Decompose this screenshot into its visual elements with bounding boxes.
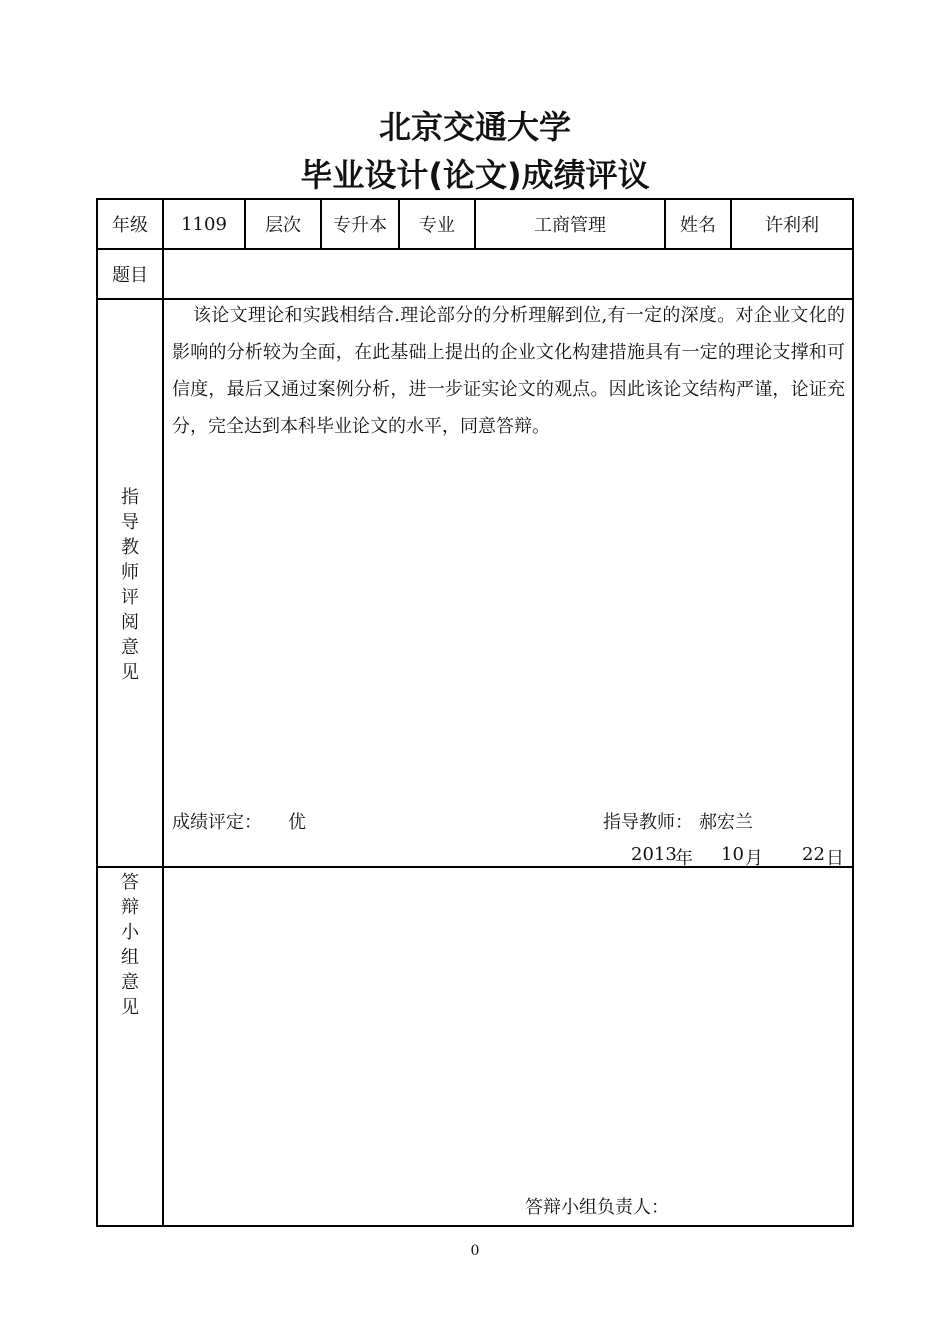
topic-value bbox=[164, 250, 852, 298]
page-number: 0 bbox=[470, 1243, 480, 1259]
topic-label: 题目 bbox=[112, 265, 148, 286]
advisor-comment: 该论文理论和实践相结合.理论部分的分析理解到位,有一定的深度。对企业文化的影响的分析较为全面，在此基础上提出的企业文化构建措施具有一定的理论支撑和可信度，最后又通过案例分析，进一步证实论文的观点。因此该论文结构严谨，论证充分，完全达到本科毕业论文的水平，同意答辩。 bbox=[172, 305, 845, 437]
level-value: 专升本 bbox=[333, 215, 387, 236]
name-label: 姓名 bbox=[680, 215, 716, 236]
label-char: 见 bbox=[121, 662, 139, 683]
grade-value: 1109 bbox=[181, 213, 227, 235]
label-char: 辩 bbox=[121, 897, 139, 918]
table-line bbox=[96, 866, 854, 868]
table-line bbox=[96, 1225, 854, 1227]
table-line bbox=[162, 198, 164, 1227]
label-char: 意 bbox=[121, 972, 139, 993]
label-char: 组 bbox=[121, 947, 139, 968]
major-label: 专业 bbox=[419, 215, 455, 236]
score-value: 优 bbox=[288, 812, 306, 833]
defense-opinion-label bbox=[96, 870, 164, 1020]
label-char: 意 bbox=[121, 637, 139, 658]
date-day-unit: 日 bbox=[826, 848, 844, 869]
university-title: 北京交通大学 bbox=[378, 108, 571, 146]
advisor-review-label bbox=[96, 485, 164, 685]
label-char: 评 bbox=[121, 587, 139, 608]
label-char: 答 bbox=[121, 872, 139, 893]
label-char: 师 bbox=[121, 562, 139, 583]
date-year: 2013 bbox=[631, 844, 677, 865]
date-day: 22 bbox=[802, 844, 825, 865]
label-char: 小 bbox=[121, 922, 139, 943]
form-title: 毕业设计(论文)成绩评议 bbox=[300, 156, 650, 194]
score-label: 成绩评定： bbox=[172, 812, 262, 833]
table-line bbox=[96, 198, 98, 1227]
table-line bbox=[852, 198, 854, 1227]
advisor-name: 郝宏兰 bbox=[699, 812, 753, 833]
name-value: 许利利 bbox=[765, 215, 819, 236]
date-year-unit: 年 bbox=[675, 848, 693, 869]
label-char: 阅 bbox=[121, 612, 139, 633]
label-char: 教 bbox=[121, 537, 139, 558]
label-char: 导 bbox=[121, 512, 139, 533]
advisor-label: 指导教师： bbox=[603, 812, 693, 833]
label-char: 指 bbox=[121, 487, 139, 508]
grade-label: 年级 bbox=[112, 215, 148, 236]
label-char: 见 bbox=[121, 997, 139, 1018]
date-month-unit: 月 bbox=[745, 848, 763, 869]
level-label: 层次 bbox=[265, 215, 301, 236]
major-value: 工商管理 bbox=[534, 215, 606, 236]
date-month: 10 bbox=[721, 844, 744, 865]
defense-leader-label: 答辩小组负责人： bbox=[525, 1197, 669, 1218]
